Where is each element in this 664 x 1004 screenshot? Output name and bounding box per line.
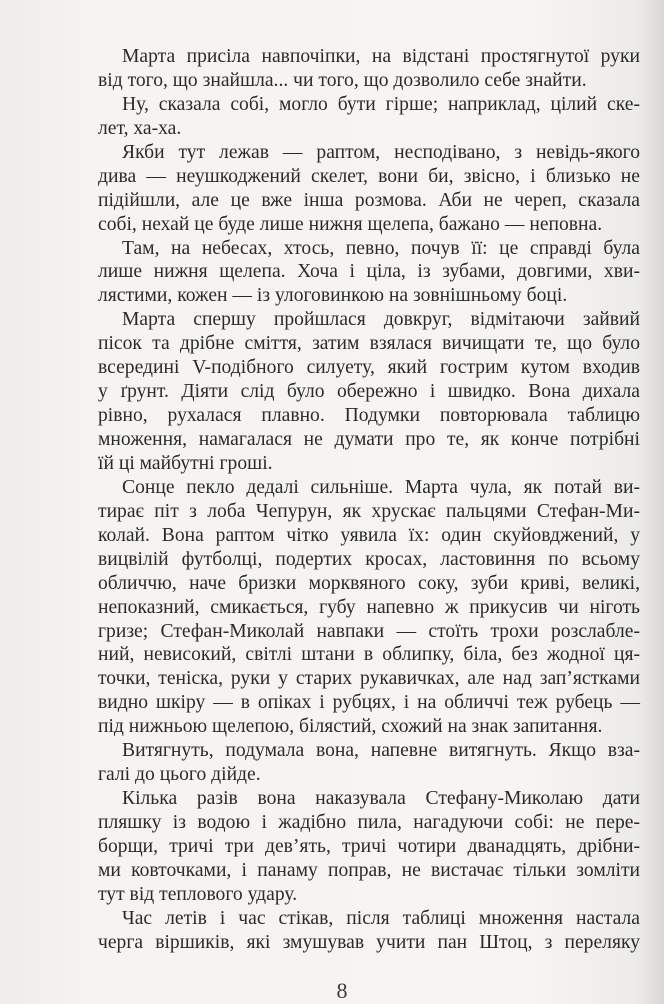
text-line: рівно, рухалася плавно. Подумки повторювала таблицю bbox=[98, 405, 640, 427]
text-line: лише нижня щелепа. Хоча і ціла, із зубами, довгими, хви- bbox=[98, 261, 640, 283]
text-line: тирає піт з лоба Чепурун, як хрускає пальцями Стефан-Ми- bbox=[98, 500, 640, 522]
text-line: від того, що знайшла... чи того, що дозволило себе знайти. bbox=[98, 69, 587, 91]
text-line: пісок та дрібне сміття, затим взялася вичищати те, що було bbox=[98, 333, 640, 355]
text-line: підійшли, але це вже інша розмова. Аби не череп, сказала bbox=[98, 189, 640, 211]
text-line: під нижньою щелепою, білястий, схожий на знак запитання. bbox=[98, 716, 603, 738]
text-line: гризе; Стефан-Миколай навпаки — стоїть трохи розслабле- bbox=[98, 620, 640, 642]
text-line: вицвілій футболці, подертих кросах, ластовиння по всьому bbox=[98, 548, 640, 570]
paragraph bbox=[98, 308, 640, 476]
text-line: борщи, тричі три дев’ять, тричі чотири дванадцять, дрібни- bbox=[98, 835, 640, 857]
text-line: ми ковточками, і панаму поправ, не вистачає тільки зомліти bbox=[98, 859, 640, 881]
text-line: лет, ха-ха. bbox=[98, 117, 182, 139]
text-line: Марта спершу пройшлася довкруг, відмітаючи зайвий bbox=[122, 309, 640, 331]
text-line: непоказний, смикається, губу напевно ж прикусив чи ніготь bbox=[98, 596, 640, 618]
text-line: пляшку із водою і жадібно пила, нагадуючи собі: не пере- bbox=[98, 812, 640, 833]
text-line: у ґрунт. Діяти слід було обережно і швидко. Вона дихала bbox=[98, 381, 640, 403]
paragraph bbox=[98, 93, 640, 141]
text-line: Сонце пекло дедалі сильніше. Марта чула, як потай ви- bbox=[122, 476, 640, 498]
text-line: ний, невисокий, світлі штани в облипку, біла, без жодної ця- bbox=[98, 644, 640, 666]
text-line: всередині V-подібного силуету, який гострим кутом входив bbox=[98, 357, 640, 379]
text-line: Кілька разів вона наказувала Стефану-Миколаю дати bbox=[122, 788, 640, 810]
text-line: галі до цього дійде. bbox=[98, 764, 261, 786]
text-line: множення, намагалася не думати про те, як конче потрібні bbox=[98, 429, 640, 450]
text-line: Якби тут лежав — раптом, несподівано, з невідь-якого bbox=[122, 141, 640, 163]
paragraph bbox=[98, 787, 640, 907]
text-line: Ну, сказала собі, могло бути гірше; наприклад, цілий ске- bbox=[122, 93, 640, 115]
text-line: точки, теніска, руки у старих рукавичках, але над зап’ястками bbox=[98, 668, 640, 690]
paragraph bbox=[98, 476, 640, 739]
text-line: обличчю, наче бризки морквяного соку, зуби криві, великі, bbox=[98, 572, 640, 594]
paragraph bbox=[98, 907, 640, 955]
paragraph bbox=[98, 237, 640, 309]
text-line: Час летів і час стікав, після таблиці множення настала bbox=[122, 907, 640, 929]
book-page-text bbox=[98, 45, 640, 955]
text-line: черга віршиків, які змушував учити пан Штоц, з переляку bbox=[98, 931, 640, 953]
paragraph bbox=[98, 45, 640, 93]
text-line: лястими, кожен — із улоговинкою на зовнішньому боці. bbox=[98, 285, 568, 307]
text-line: Витягнуть, подумала вона, напевне витягнуть. Якщо вза- bbox=[122, 740, 640, 762]
page-number: 8 bbox=[336, 978, 348, 1003]
text-line: видно шкіру — в опіках і рубцях, і на обличчі теж рубець — bbox=[98, 692, 640, 714]
text-line: Марта присіла навпочіпки, на відстані простягнутої руки bbox=[122, 46, 640, 67]
text-line: собі, нехай це буде лише нижня щелепа, бажано — неповна. bbox=[98, 213, 603, 235]
text-line: їй ці майбутні гроші. bbox=[98, 452, 273, 474]
text-line: колай. Вона раптом чітко уявила їх: один скуйовджений, у bbox=[98, 524, 640, 546]
text-line: дива — неушкоджений скелет, вони би, звісно, і близько не bbox=[98, 165, 640, 187]
text-line: тут від теплового удару. bbox=[98, 883, 298, 905]
paragraph bbox=[98, 739, 640, 787]
text-line: Там, на небесах, хтось, певно, почув її: це справді була bbox=[122, 237, 640, 259]
paragraph bbox=[98, 141, 640, 237]
